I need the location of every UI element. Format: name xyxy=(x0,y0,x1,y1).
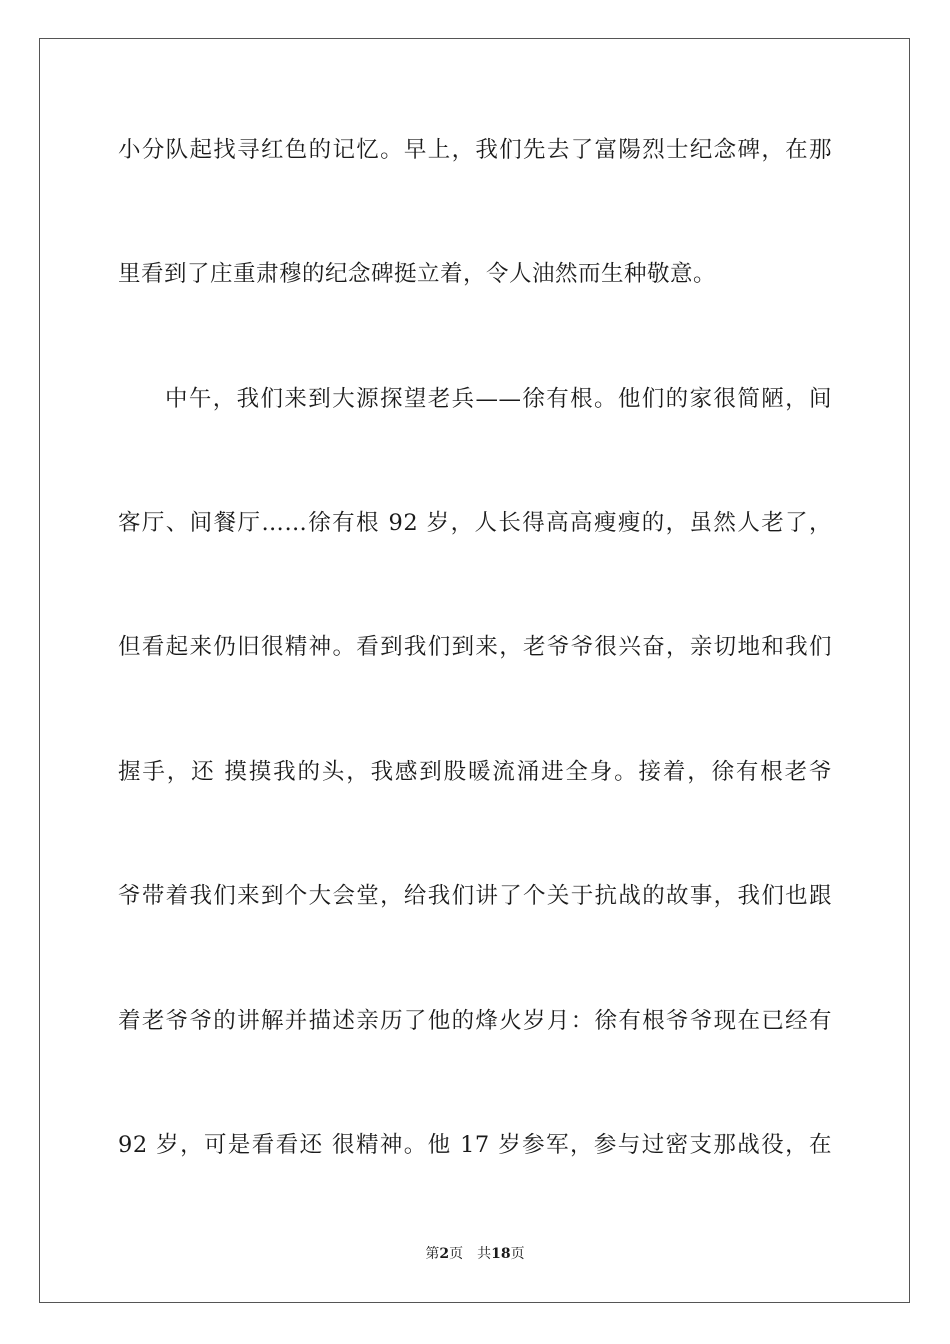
text-line-2: 里看到了庄重肃穆的纪念碑挺立着，令人油然而生种敬意。 xyxy=(118,261,717,287)
page-border xyxy=(39,38,910,1303)
text-line-5: 但看起来仍旧很精神。看到我们到来，老爷爷很兴奋，亲切地和我们 xyxy=(118,634,832,660)
page-prefix: 第 xyxy=(425,1246,440,1262)
text-line-6: 握手，还 摸摸我的头，我感到股暖流涌进全身。接着，徐有根老爷 xyxy=(118,759,832,785)
page-number: 2 xyxy=(439,1246,450,1262)
total-prefix: 共 xyxy=(477,1246,492,1262)
text-line-7: 爷带着我们来到个大会堂，给我们讲了个关于抗战的故事，我们也跟 xyxy=(118,883,832,909)
total-pages: 18 xyxy=(491,1246,511,1262)
total-suffix: 页 xyxy=(510,1246,525,1262)
text-line-9: 92 岁，可是看看还 很精神。他 17 岁参军，参与过密支那战役，在 xyxy=(118,1132,832,1158)
page-suffix: 页 xyxy=(449,1246,464,1262)
page-footer xyxy=(0,1245,950,1263)
text-line-4: 客厅、间餐厅……徐有根 92 岁，人长得高高瘦瘦的，虽然人老了， xyxy=(118,510,832,536)
text-line-1: 小分队起找寻红色的记忆。早上，我们先去了富陽烈士纪念碑，在那 xyxy=(118,137,832,163)
text-line-3: 中午，我们来到大源探望老兵——徐有根。他们的家很简陋，间 xyxy=(165,386,832,412)
text-line-8: 着老爷爷的讲解并描述亲历了他的烽火岁月：徐有根爷爷现在已经有 xyxy=(118,1008,832,1034)
